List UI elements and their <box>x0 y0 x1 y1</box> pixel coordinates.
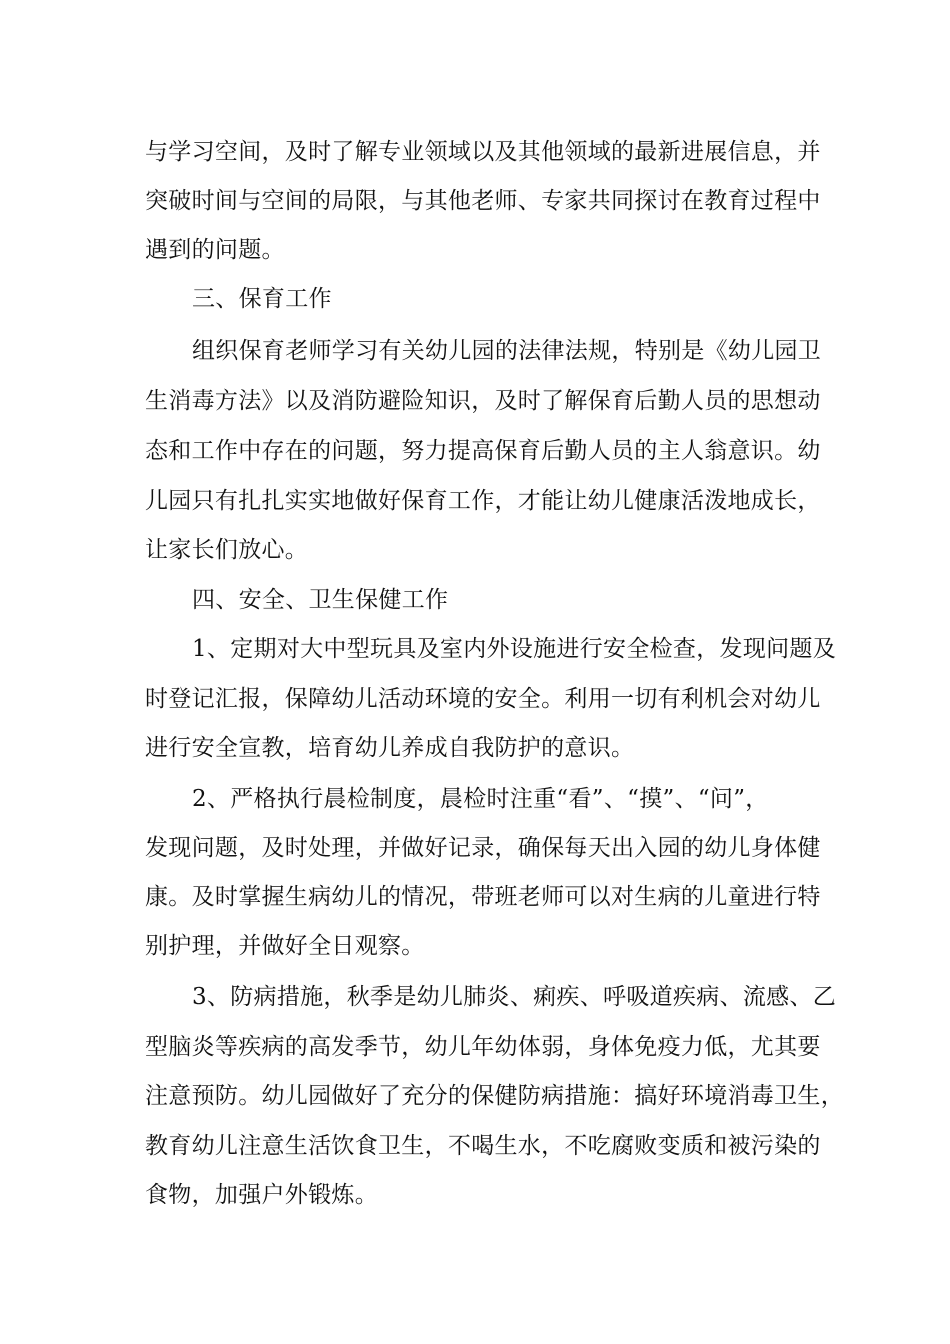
body-text-line: 别护理，并做好全日观察。 <box>145 933 425 959</box>
body-text-line: 教育幼儿注意生活饮食卫生，不喝生水，不吃腐败变质和被污染的 <box>145 1133 821 1159</box>
body-text-line: 生消毒方法》以及消防避险知识，及时了解保育后勤人员的思想动 <box>145 388 821 414</box>
body-text-line: 2、严格执行晨检制度，晨检时注重“看”、“摸”、“问”， <box>192 786 769 812</box>
body-text-line: 型脑炎等疾病的高发季节，幼儿年幼体弱，身体免疫力低，尤其要 <box>145 1034 821 1060</box>
body-text-line: 3、防病措施，秋季是幼儿肺炎、痢疾、呼吸道疾病、流感、乙 <box>192 984 837 1010</box>
body-text-line: 让家长们放心。 <box>145 537 309 563</box>
body-text-line: 康。及时掌握生病幼儿的情况，带班老师可以对生病的儿童进行特 <box>145 884 821 910</box>
body-text-line: 态和工作中存在的问题，努力提高保育后勤人员的主人翁意识。幼 <box>145 438 821 464</box>
body-text-line: 进行安全宣教，培育幼儿养成自我防护的意识。 <box>145 735 635 761</box>
section-heading-childcare: 三、保育工作 <box>192 286 332 312</box>
body-text-line: 时登记汇报，保障幼儿活动环境的安全。利用一切有利机会对幼儿 <box>145 686 821 712</box>
body-text-line: 注意预防。幼儿园做好了充分的保健防病措施：搞好环境消毒卫生， <box>145 1083 844 1109</box>
body-text-line: 突破时间与空间的局限，与其他老师、专家共同探讨在教育过程中 <box>145 188 821 214</box>
body-text-line: 发现问题，及时处理，并做好记录，确保每天出入园的幼儿身体健 <box>145 835 821 861</box>
section-heading-safety-health: 四、安全、卫生保健工作 <box>192 587 449 613</box>
body-text-line: 儿园只有扎扎实实地做好保育工作，才能让幼儿健康活泼地成长， <box>145 488 821 514</box>
body-text-line: 遇到的问题。 <box>145 237 285 263</box>
body-text-line: 与学习空间，及时了解专业领域以及其他领域的最新进展信息，并 <box>145 139 821 165</box>
body-text-line: 食物，加强户外锻炼。 <box>145 1182 378 1208</box>
body-text-line: 组织保育老师学习有关幼儿园的法律法规，特别是《幼儿园卫 <box>192 338 822 364</box>
body-text-line: 1、定期对大中型玩具及室内外设施进行安全检查，发现问题及 <box>192 636 837 662</box>
